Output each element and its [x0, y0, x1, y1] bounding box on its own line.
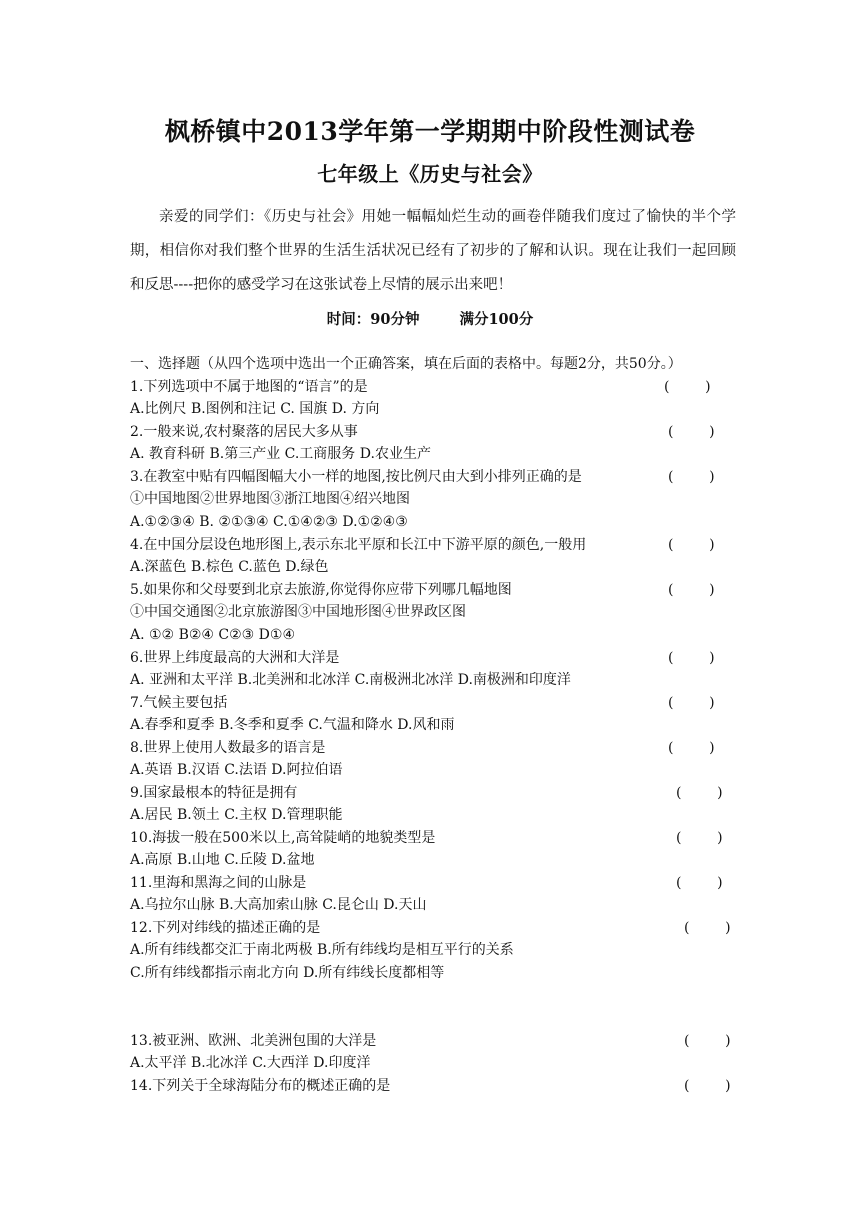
question-7-text: 7.气候主要包括: [130, 695, 228, 711]
question-3-text: 3.在教室中贴有四幅图幅大小一样的地图,按比例尺由大到小排列正确的是: [130, 469, 582, 485]
question-13-text: 13.被亚洲、欧洲、北美洲包围的大洋是: [130, 1033, 377, 1049]
question-13-options: A.太平洋 B.北冰洋 C.大西洋 D.印度洋: [130, 1055, 371, 1071]
question-12-options-1: A.所有纬线都交汇于南北两极 B.所有纬线均是相互平行的关系: [130, 942, 514, 958]
answer-paren-8: ( ): [668, 740, 715, 756]
question-7-options: A.春季和夏季 B.冬季和夏季 C.气温和降水 D.风和雨: [130, 717, 455, 733]
time-score-line: [0, 308, 860, 329]
score-label: 满分100分: [459, 311, 534, 328]
answer-paren-11: ( ): [676, 875, 723, 891]
answer-paren-7: ( ): [668, 695, 715, 711]
question-5-subtext: ①中国交通图②北京旅游图③中国地形图④世界政区图: [130, 604, 466, 620]
question-3-options: A.①②③④ B. ②①③④ C.①④②③ D.①②④③: [130, 514, 408, 530]
question-12-options-2: C.所有纬线都指示南北方向 D.所有纬线长度都相等: [130, 965, 445, 981]
answer-paren-14: ( ): [684, 1078, 731, 1094]
answer-paren-9: ( ): [676, 785, 723, 801]
question-2-options: A. 教育科研 B.第三产业 C.工商服务 D.农业生产: [130, 446, 431, 462]
question-6-text: 6.世界上纬度最高的大洲和大洋是: [130, 650, 340, 666]
question-9-options: A.居民 B.领土 C.主权 D.管理职能: [130, 807, 343, 823]
answer-paren-1: ( ): [664, 379, 711, 395]
question-11-options: A.乌拉尔山脉 B.大高加索山脉 C.昆仑山 D.天山: [130, 897, 427, 913]
question-4-options: A.深蓝色 B.棕色 C.蓝色 D.绿色: [130, 559, 329, 575]
section-heading: 一、选择题（从四个选项中选出一个正确答案，填在后面的表格中。每题2分，共50分。）: [130, 356, 682, 372]
question-9-text: 9.国家最根本的特征是拥有: [130, 785, 298, 801]
answer-paren-6: ( ): [668, 650, 715, 666]
answer-paren-10: ( ): [676, 830, 723, 846]
question-1-text: 1.下列选项中不属于地图的“语言”的是: [130, 379, 368, 395]
question-2-text: 2.一般来说,农村聚落的居民大多从事: [130, 424, 358, 440]
answer-paren-4: ( ): [668, 537, 715, 553]
question-6-options: A. 亚洲和太平洋 B.北美洲和北冰洋 C.南极洲北冰洋 D.南极洲和印度洋: [130, 672, 571, 688]
question-14-text: 14.下列关于全球海陆分布的概述正确的是: [130, 1078, 391, 1094]
question-8-text: 8.世界上使用人数最多的语言是: [130, 740, 326, 756]
exam-subtitle: 七年级上《历史与社会》: [317, 162, 543, 186]
question-10-options: A.高原 B.山地 C.丘陵 D.盆地: [130, 852, 315, 868]
question-5-text: 5.如果你和父母要到北京去旅游,你觉得你应带下列哪几幅地图: [130, 582, 512, 598]
answer-paren-13: ( ): [684, 1033, 731, 1049]
answer-paren-2: ( ): [668, 424, 715, 440]
question-12-text: 12.下列对纬线的描述正确的是: [130, 920, 321, 936]
question-10-text: 10.海拔一般在500米以上,高耸陡峭的地貌类型是: [130, 830, 436, 846]
question-11-text: 11.里海和黑海之间的山脉是: [130, 875, 307, 891]
question-3-subtext: ①中国地图②世界地图③浙江地图④绍兴地图: [130, 491, 410, 507]
answer-paren-12: ( ): [684, 920, 731, 936]
question-5-options: A. ①② B②④ C②③ D①④: [130, 627, 295, 643]
question-4-text: 4.在中国分层设色地形图上,表示东北平原和长江中下游平原的颜色,一般用: [130, 537, 587, 553]
intro-paragraph: 亲爱的同学们：《历史与社会》用她一幅幅灿烂生动的画卷伴随我们度过了愉快的半个学期，相信你对我们整个世界的生活生活状况已经有了初步的了解和认识。现在让我们一起回顾和反思----把你的感受学习在这张试卷上尽情的展示出来吧！: [130, 209, 736, 293]
time-label: 时间：90分钟: [326, 311, 420, 328]
question-1-options: A.比例尺 B.图例和注记 C. 国旗 D. 方向: [130, 401, 380, 417]
answer-paren-3: ( ): [668, 469, 715, 485]
question-8-options: A.英语 B.汉语 C.法语 D.阿拉伯语: [130, 762, 343, 778]
answer-paren-5: ( ): [668, 582, 715, 598]
exam-title: 枫桥镇中2013学年第一学期期中阶段性测试卷: [164, 117, 696, 146]
